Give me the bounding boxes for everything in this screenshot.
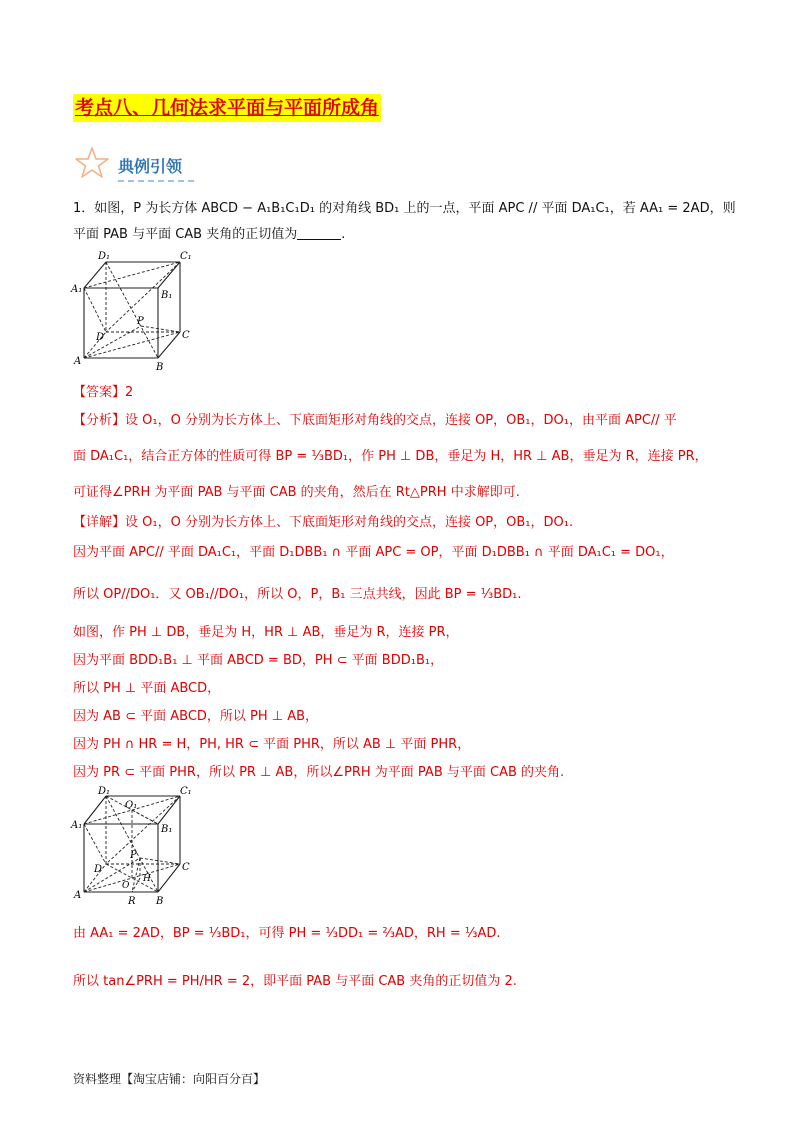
page-title: 考点八、几何法求平面与平面所成角 bbox=[73, 94, 381, 122]
edge bbox=[158, 262, 180, 288]
label-C: C bbox=[182, 862, 190, 873]
diagonal bbox=[106, 262, 158, 358]
diagonal bbox=[132, 810, 158, 824]
label-P: P bbox=[130, 850, 137, 861]
question-text: 平面 PAB 与平面 CAB 夹角的正切值为 bbox=[73, 227, 298, 242]
edge bbox=[158, 864, 180, 892]
detail-line-4: 如图，作 PH ⊥ DB，垂足为 H，HR ⊥ AB，垂足为 R，连接 PR， bbox=[73, 625, 459, 640]
label-D1: D₁ bbox=[98, 786, 111, 797]
label-B: B bbox=[156, 896, 164, 907]
label-R: R bbox=[128, 896, 136, 907]
label-O1: O₁ bbox=[125, 800, 138, 811]
figure-2-cuboid bbox=[70, 784, 200, 910]
diagonal bbox=[132, 858, 140, 892]
question-line-1: 1．如图，P 为长方体 ABCD − A₁B₁C₁D₁ 的对角线 BD₁ 上的一点，平面 APC // 平面 DA₁C₁，若 AA₁ = 2AD，则 bbox=[73, 201, 736, 216]
detail-line-2: 因为平面 APC// 平面 DA₁C₁，平面 D₁DBB₁ ∩ 平面 APC = OP，平面 D₁DBB₁ ∩ 平面 DA₁C₁ = DO₁， bbox=[73, 545, 674, 560]
answer-line: 【答案】2 bbox=[73, 385, 134, 400]
section-divider bbox=[118, 180, 194, 182]
label-D1: D₁ bbox=[98, 251, 111, 262]
diagonal bbox=[84, 288, 106, 332]
figure-1-cuboid bbox=[70, 248, 200, 374]
detail-line-10: 由 AA₁ = 2AD，BP = ⅓BD₁，可得 PH = ⅓DD₁ = ⅔AD，RH = ⅓AD. bbox=[73, 926, 501, 941]
detail-line-1: 【详解】设 O₁，O 分别为长方体上、下底面矩形对角线的交点，连接 OP，OB₁，DO₁. bbox=[73, 515, 574, 530]
diagonal bbox=[140, 858, 180, 864]
detail-line-7: 因为 AB ⊂ 平面 ABCD，所以 PH ⊥ AB， bbox=[73, 709, 319, 724]
analysis-line-2: 面 DA₁C₁，结合正方体的性质可得 BP = ⅓BD₁，作 PH ⊥ DB，垂足为 H，HR ⊥ AB，垂足为 R，连接 PR， bbox=[73, 449, 708, 464]
footer-text: 资料整理【淘宝店铺：向阳百分百】 bbox=[73, 1072, 266, 1086]
label-C: C bbox=[182, 330, 190, 341]
answer-blank bbox=[297, 225, 341, 240]
detail-line-6: 所以 PH ⊥ 平面 ABCD， bbox=[73, 681, 221, 696]
edge bbox=[84, 796, 106, 824]
detail-line-3: 所以 OP//DO₁．又 OB₁//DO₁，所以 O，P，B₁ 三点共线，因此 BP = ⅓BD₁. bbox=[73, 587, 522, 602]
label-O: O bbox=[122, 881, 130, 891]
label-B: B bbox=[156, 362, 164, 373]
diagonal bbox=[141, 326, 180, 332]
edge bbox=[158, 332, 180, 358]
label-H: H bbox=[143, 874, 151, 884]
question-end: . bbox=[341, 227, 346, 242]
star-icon bbox=[74, 146, 110, 180]
label-D: D bbox=[96, 332, 105, 343]
analysis-line-3: 可证得∠PRH 为平面 PAB 与平面 CAB 的夹角，然后在 Rt△PRH 中求解即可. bbox=[73, 485, 520, 500]
diagonal bbox=[84, 824, 106, 864]
label-A: A bbox=[74, 356, 82, 367]
label-B1: B₁ bbox=[161, 290, 173, 301]
analysis-line-1: 【分析】设 O₁，O 分别为长方体上、下底面矩形对角线的交点，连接 OP，OB₁，DO₁，由平面 APC// 平 bbox=[73, 413, 677, 428]
section-label: 典例引领 bbox=[118, 157, 183, 176]
detail-line-9: 因为 PR ⊂ 平面 PHR，所以 PR ⊥ AB，所以∠PRH 为平面 PAB 与平面 CAB 的夹角. bbox=[73, 765, 565, 780]
diagonal bbox=[84, 326, 141, 358]
label-D: D bbox=[94, 864, 103, 875]
label-B1: B₁ bbox=[161, 824, 173, 835]
label-A1: A₁ bbox=[71, 820, 83, 831]
label-C1: C₁ bbox=[180, 251, 192, 262]
label-C1: C₁ bbox=[180, 786, 192, 797]
diagonal bbox=[84, 262, 180, 288]
edge bbox=[158, 796, 180, 824]
detail-line-5: 因为平面 BDD₁B₁ ⊥ 平面 ABCD = BD，PH ⊂ 平面 BDD₁B₁， bbox=[73, 653, 444, 668]
edge bbox=[84, 262, 106, 288]
question-line-2 bbox=[73, 225, 733, 245]
detail-line-11: 所以 tan∠PRH = PH/HR = 2，即平面 PAB 与平面 CAB 夹角的正切值为 2. bbox=[73, 974, 517, 989]
label-A1: A₁ bbox=[71, 284, 83, 295]
label-P: P bbox=[137, 316, 144, 327]
label-A: A bbox=[74, 890, 82, 901]
detail-line-8: 因为 PH ∩ HR = H，PH, HR ⊂ 平面 PHR，所以 AB ⊥ 平面 PHR， bbox=[73, 737, 471, 752]
